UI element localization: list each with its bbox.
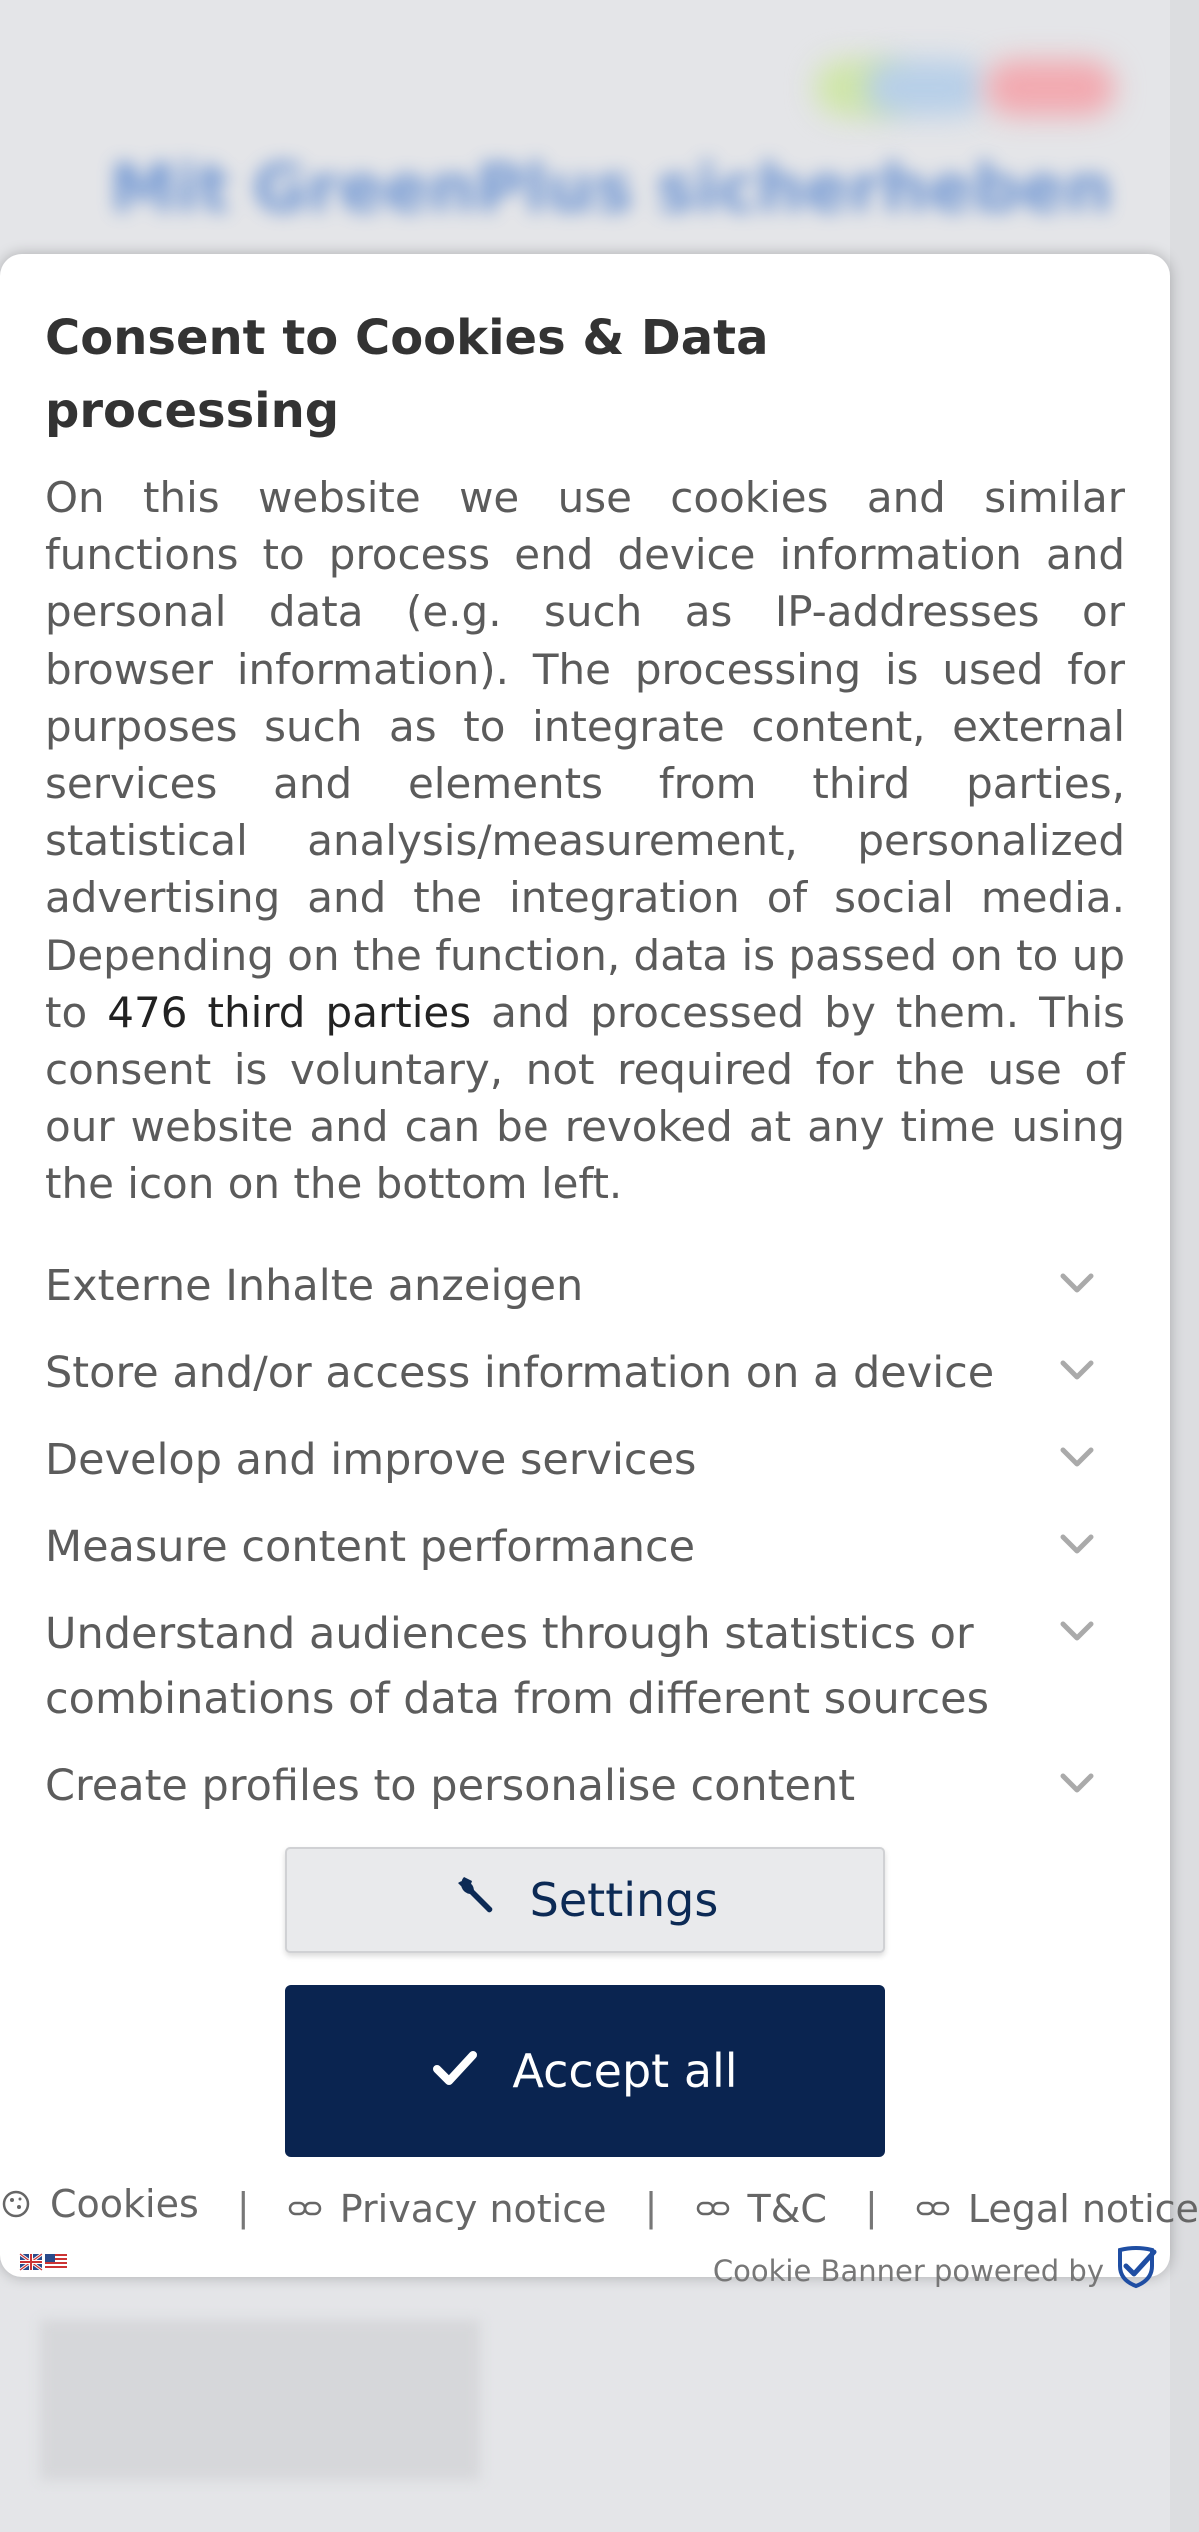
- purpose-label: Measure content performance: [45, 1522, 696, 1572]
- consent-description: [45, 469, 1125, 1213]
- link-icon: [696, 2198, 730, 2220]
- shield-check-logo-icon[interactable]: [1114, 2244, 1158, 2288]
- background-blob: [865, 60, 985, 116]
- footer-links: [0, 2182, 1199, 2231]
- legal-notice-link[interactable]: [916, 2187, 1199, 2231]
- background-footer-block: [40, 2320, 480, 2480]
- purpose-item[interactable]: [45, 1254, 1125, 1319]
- tc-link[interactable]: [696, 2187, 827, 2231]
- background-blob: [985, 60, 1115, 116]
- cookie-consent-dialog: [0, 254, 1199, 2288]
- us-flag-icon[interactable]: [45, 2254, 67, 2270]
- purpose-item[interactable]: [45, 1341, 1125, 1406]
- cookies-link[interactable]: [0, 2182, 199, 2226]
- chevron-down-icon: [1057, 1268, 1097, 1298]
- checkmark-icon: [432, 2044, 478, 2098]
- settings-label: Settings: [529, 1873, 719, 1927]
- wrench-icon: [452, 1873, 496, 1928]
- purpose-label: Externe Inhalte anzeigen: [45, 1261, 584, 1311]
- description-text: On this website we use cookies and similar functions to process end device information and personal data (e.g. such as IP-addresses or browser information). The processing is used for purposes such as to integrate content, external services and elements from third parties, statistical analysis/measurement, personalized advertising and the integration of social media. Depending on the function, data is passed on to up to: [45, 473, 1125, 1037]
- chevron-down-icon: [1057, 1529, 1097, 1559]
- cookie-icon: [0, 2188, 32, 2220]
- link-icon: [288, 2198, 322, 2220]
- chevron-down-icon: [1057, 1768, 1097, 1798]
- purpose-label: Create profiles to personalise content: [45, 1761, 856, 1811]
- third-parties-link[interactable]: 476 third parties: [107, 987, 472, 1037]
- separator: |: [644, 2185, 658, 2229]
- privacy-notice-label: Privacy notice: [339, 2187, 607, 2231]
- purpose-item[interactable]: [45, 1754, 1125, 1819]
- purposes-list: [45, 1254, 1125, 1832]
- purpose-label: Develop and improve services: [45, 1435, 697, 1485]
- description-text-continued: and processed by them. This consent is voluntary, not required for the use of our website and can be revoked at any time using the icon on the bottom left.: [45, 987, 1126, 1209]
- chevron-down-icon: [1057, 1442, 1097, 1472]
- accept-label: Accept all: [512, 2044, 738, 2098]
- purpose-item[interactable]: [45, 1602, 1125, 1732]
- chevron-down-icon: [1057, 1616, 1097, 1646]
- background-headline: Mit GreenPlus sicherheben: [110, 150, 1113, 227]
- accept-all-button[interactable]: [285, 1985, 885, 2157]
- link-icon: [916, 2198, 950, 2220]
- dialog-title: Consent to Cookies & Data processing: [45, 310, 769, 439]
- separator: |: [865, 2185, 878, 2229]
- purpose-label: Understand audiences through statistics or combinations of data from different sources: [45, 1609, 989, 1724]
- uk-flag-icon[interactable]: [20, 2254, 42, 2270]
- purpose-label: Store and/or access information on a device: [45, 1348, 995, 1398]
- settings-button[interactable]: [285, 1847, 885, 1953]
- separator: |: [236, 2185, 250, 2229]
- cookies-link-label: Cookies: [50, 2182, 199, 2226]
- privacy-notice-link[interactable]: [288, 2187, 607, 2231]
- chevron-down-icon: [1057, 1355, 1097, 1385]
- powered-by-text: Cookie Banner powered by: [712, 2254, 1104, 2288]
- legal-notice-label: Legal notice: [967, 2187, 1199, 2231]
- purpose-item[interactable]: [45, 1515, 1125, 1580]
- purpose-item[interactable]: [45, 1428, 1125, 1493]
- tc-label: T&C: [747, 2187, 827, 2231]
